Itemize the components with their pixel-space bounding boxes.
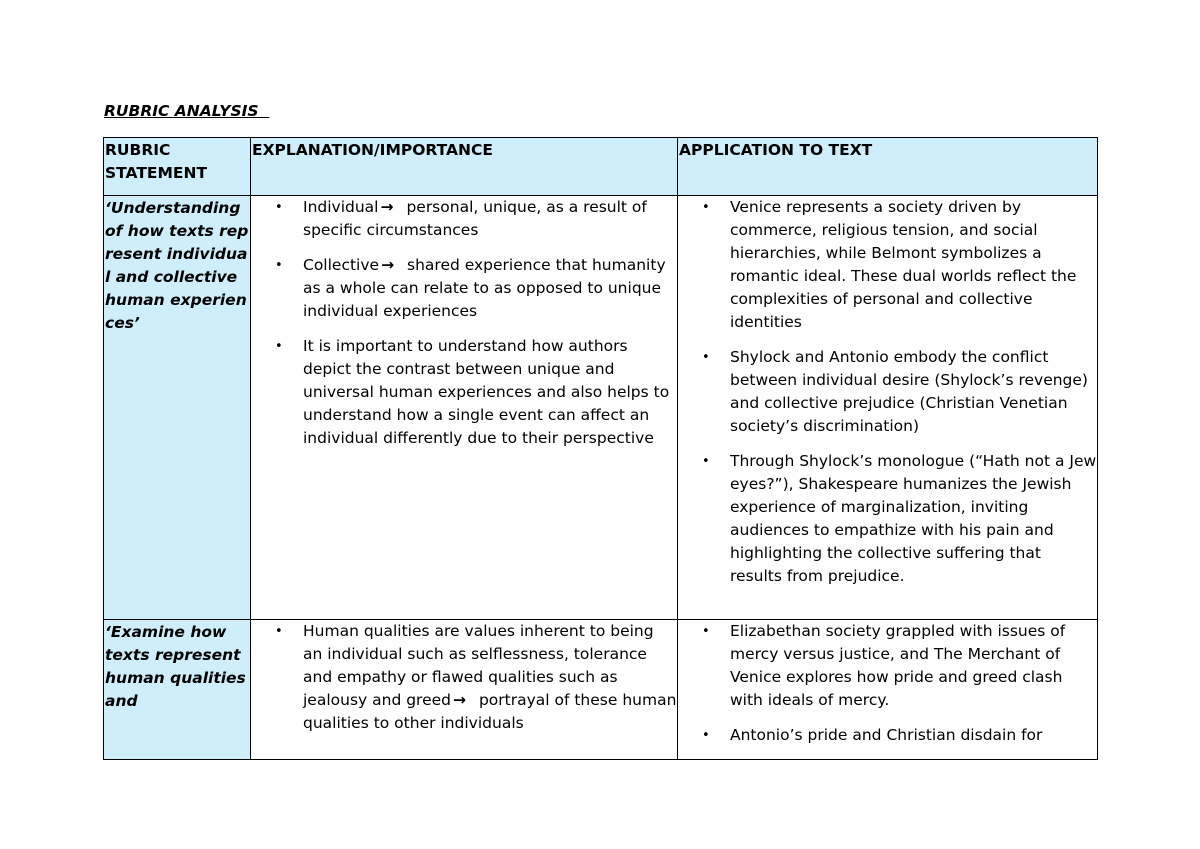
header-cell-explanation bbox=[251, 138, 678, 196]
list-item bbox=[702, 346, 1097, 438]
item-text: It is important to understand how authors depict the contrast between unique and universal human experiences and also helps to understand how a single event can affect an individual differently due to their perspective bbox=[303, 337, 670, 447]
item-text: Elizabethan society grappled with issues of mercy versus justice, and The Merchant of Venice explores how pride and greed clash with ideals of mercy. bbox=[730, 622, 1066, 709]
list-item bbox=[275, 196, 677, 242]
item-text: Collective bbox=[303, 256, 380, 274]
header-cell-statement bbox=[104, 138, 251, 196]
application-cell bbox=[678, 620, 1098, 760]
item-text: Antonio’s pride and Christian disdain for bbox=[730, 726, 1043, 744]
page-title: RUBRIC ANALYSIS bbox=[104, 102, 270, 120]
rubric-statement: ‘Examine how texts represent human qualities and bbox=[105, 623, 246, 710]
header-application-label: APPLICATION TO TEXT bbox=[679, 141, 873, 159]
list-item bbox=[275, 254, 677, 323]
bullet-icon: • bbox=[702, 200, 710, 215]
bullet-icon: • bbox=[702, 728, 710, 743]
list-item bbox=[702, 196, 1097, 334]
list-item bbox=[702, 724, 1097, 747]
list-item bbox=[275, 335, 677, 450]
item-text: Human qualities are values inherent to being an individual such as selflessness, tolerance and empathy or flawed qualities such as jealousy and greed bbox=[303, 622, 654, 709]
explanation-cell bbox=[251, 620, 678, 760]
bullet-icon: • bbox=[702, 454, 710, 469]
bullet-icon: • bbox=[702, 624, 710, 639]
rubric-statement: ‘Understanding of how texts represent individual and collective human experiences’ bbox=[105, 199, 249, 332]
arrow-right-icon: → bbox=[380, 198, 394, 216]
item-text: personal, unique, as a result of specific circumstances bbox=[303, 198, 647, 239]
explanation-list bbox=[251, 196, 677, 450]
header-statement-label: RUBRIC STATEMENT bbox=[105, 141, 208, 182]
arrow-right-icon: → bbox=[381, 256, 395, 274]
bullet-icon: • bbox=[702, 350, 710, 365]
rubric-table bbox=[103, 137, 1098, 760]
bullet-icon: • bbox=[275, 624, 283, 639]
arrow-right-icon: → bbox=[453, 691, 466, 709]
list-item bbox=[702, 450, 1097, 588]
bullet-icon: • bbox=[275, 200, 283, 215]
item-text: Shylock and Antonio embody the conflict between individual desire (Shylock’s revenge) and collective prejudice (Christian Venetian society’s discrimination) bbox=[730, 348, 1088, 435]
item-text: portrayal of these human qualities to other individuals bbox=[303, 691, 677, 732]
list-item bbox=[702, 620, 1097, 712]
application-list bbox=[678, 196, 1097, 588]
table-header-row bbox=[104, 138, 1098, 196]
table-row bbox=[104, 620, 1098, 760]
explanation-list bbox=[251, 620, 677, 735]
item-text: Individual bbox=[303, 198, 379, 216]
statement-cell bbox=[104, 620, 251, 760]
item-text: Through Shylock’s monologue (“Hath not a Jew eyes?”), Shakespeare humanizes the Jewish experience of marginalization, inviting audiences to empathize with his pain and highlighting the collective suffering that results from prejudice. bbox=[730, 452, 1097, 585]
bullet-icon: • bbox=[275, 258, 283, 273]
list-item bbox=[275, 620, 677, 735]
item-text: Venice represents a society driven by commerce, religious tension, and social hierarchies, while Belmont symbolizes a romantic ideal. These dual worlds reflect the complexities of personal and collective identities bbox=[730, 198, 1077, 331]
item-text: shared experience that humanity as a whole can relate to as opposed to unique individual experiences bbox=[303, 256, 666, 320]
table-row bbox=[104, 196, 1098, 620]
statement-cell bbox=[104, 196, 251, 620]
header-explanation-label: EXPLANATION/IMPORTANCE bbox=[252, 141, 493, 159]
application-cell bbox=[678, 196, 1098, 620]
explanation-cell bbox=[251, 196, 678, 620]
bullet-icon: • bbox=[275, 339, 283, 354]
header-cell-application bbox=[678, 138, 1098, 196]
application-list bbox=[678, 620, 1097, 747]
